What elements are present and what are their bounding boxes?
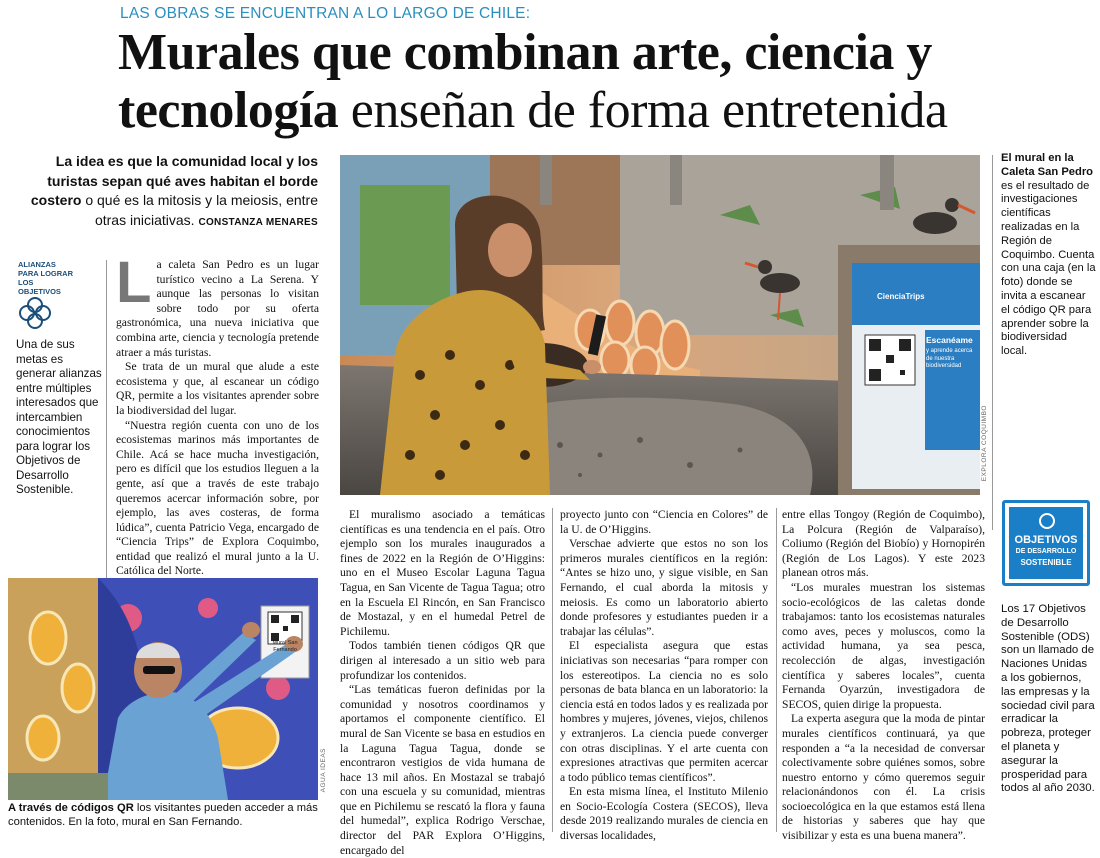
body-paragraph: La experta asegura que la moda de pintar murales científicos continuará, ya que responden a “a la necesidad de conversar colectivamente sobre quiénes somos, sobre nuestro entorno y cómo queremos seguir relacionándonos con él. La crisis socioecológica en la que estamos está llena de historias y saberes que hay que visibilizar y esta es una buena manera”. — [782, 712, 985, 843]
sign-title: Escanéame — [926, 335, 973, 345]
body-column-2 — [340, 508, 545, 858]
right-caption — [1001, 152, 1096, 359]
small-photo-credit: AGUA IDEAS — [320, 748, 327, 793]
kicker: LAS OBRAS SE ENCUENTRAN A LO LARGO DE CHILE: — [120, 5, 531, 22]
body-paragraph: “Las temáticas fueron definidas por la comunidad y nosotros coordinamos y aportamos el componente científico. El mural de San Vicente se basa en estudios en la Laguna Tagua Tagua, donde se encontraron vestigios de vida humana de hace 13 mil años. En Mostazal se trabajó con una escuela y su comunidad, mientras que en Pichilemu se rescató la flora y fauna del humedal”, explica Rodrigo Verschae, director del PAR Explora O’Higgins, encargado del — [340, 683, 545, 857]
small-caption-rest: los visitantes pueden acceder a más contenidos. En la foto, mural en San Fernando. — [8, 802, 318, 828]
ods-logo — [1002, 500, 1090, 586]
ods-line-1: OBJETIVOS — [1014, 534, 1078, 546]
right-caption-rest: es el resultado de investigaciones científicas realizadas en la Región de Coquimbo. Cuenta con una caja (en la foto) donde se invita a escanear el código QR para aprender sobre la biodiversidad local. — [1001, 179, 1096, 358]
headline-line-1: Murales que combinan arte, ciencia y — [118, 24, 932, 81]
body-paragraph: El muralismo asociado a temáticas científicas es una tendencia en el país. Otro ejemplo son los murales inaugurados a fines de 2022 en la Región de O’Higgins: uno en el Museo Escolar Laguna Tagua Tagua, en San Vicente de Tagua Tagua; otro en la Escuela El Rincón, en San Francisco de Mostazal, y en el humedal Petrel de Pichilemu. — [340, 508, 545, 638]
body-paragraph: En esta misma línea, el Instituto Milenio en Socio-Ecología Costera (SECOS), lleva desde 2019 realizando murales de ciencia en diversas localidades, — [560, 785, 768, 843]
sidebar-text: Una de sus metas es generar alianzas entre múltiples interesados que intercambien conocimientos para lograr los Objetivos de Desarrollo Sostenible. — [16, 338, 102, 496]
body-paragraph: “Nuestra región cuenta con uno de los ecosistemas marinos más importantes de Chile. Acá se hace mucha investigación, pero es difícil que los estudios lleguen a la gente, así que a través de este trabajo queremos acercar información sobre, por ejemplo, las aves costeras, de forma lúdica”, cuenta Patricio Vega, encargado de “Ciencia Trips” de Explora Coquimbo, entidad que realizó el mural junto a la U. Católica del Norte. — [116, 418, 319, 578]
ods-text: Los 17 Objetivos de Desarrollo Sostenible (ODS) son un llamado de Naciones Unidas a los gobiernos, las empresas y la sociedad civil para erradicar la pobreza, proteger el planeta y asegurar la prosperidad para todos al año 2030. — [1001, 603, 1095, 795]
byline: CONSTANZA MENARES — [198, 216, 318, 228]
small-photo-caption — [8, 801, 318, 829]
sign-subtitle: y aprende acerca de nuestra biodiversidad — [926, 348, 973, 369]
body-paragraph: entre ellas Tongoy (Región de Coquimbo), La Polcura (Región de Valparaíso), Coliumo (Región del Biobío) y Hornopirén (Región de Los Lagos). Y este 2023 planean otros más. — [782, 508, 985, 580]
body-column-1 — [116, 250, 319, 579]
lead-paragraph — [14, 152, 318, 232]
body-paragraph: El especialista asegura que estas iniciativas son necesarias “para romper con los estereotipos. La ciencia no es solo personas de bata blanca en un laboratorio: la ciencia está en todos lados y es realizada por hombres y mujeres, jóvenes, viejos, chilenos y extranjeros. La ciencia puede converger con otras disciplinas. Y el arte cuenta con expresiones atractivas que permiten acercar a todo público temas científicos”. — [560, 639, 768, 784]
body-paragraph: proyecto junto con “Ciencia en Colores” de la U. de O’Higgins. — [560, 508, 768, 536]
body-paragraph: Todos también tienen códigos QR que dirigen al interesado a un sitio web para profundizar los contenidos. — [340, 639, 545, 682]
ods-line-3: SOSTENIBLE — [1020, 558, 1072, 567]
body-paragraph: Verschae advierte que estos no son los primeros murales científicos en la región: “Antes se hizo uno, y sigue visible, en San Fernando, el cual aborda la mitosis y meiosis. Es como un laboratorio abierto donde profesores y estudiantes pueden ir a trabajar las células”. — [560, 537, 768, 638]
sign-brand: CienciaTrips — [877, 292, 925, 301]
headline-line-2 — [118, 84, 948, 138]
headline-bold: tecnología — [118, 82, 339, 139]
sidebar-tag: ALIANZAS PARA LOGRAR LOS OBJETIVOS — [18, 260, 73, 296]
body-column-3 — [560, 508, 768, 844]
body-column-4 — [782, 508, 985, 844]
ods-line-2: DE DESARROLLO — [1015, 548, 1077, 555]
small-photo — [8, 578, 318, 800]
drop-cap: L — [116, 250, 152, 315]
small-caption-bold: A través de códigos QR — [8, 802, 134, 814]
body-paragraph: “Los murales muestran los sistemas socio-ecológicos de las caletas donde trabajamos: tanto los ecosistemas naturales como aves, peces y moluscos, como la actividad humana, ya sea pesca, recolección de algas, investigación científica y saberes locales”, cuenta Fernanda Oyarzún, investigadora de SECOS, quien dirige la propuesta. — [782, 580, 985, 711]
body-paragraph: Se trata de un mural que alude a este ecosistema y que, al escanear un código QR, permite a los visitantes aprender sobre la biodiversidad del lugar. — [116, 360, 319, 417]
lead-bold: La idea es que la comunidad local y los turistas sepan qué aves habitan el borde costero — [30, 153, 318, 208]
partnership-goal-icon — [16, 294, 54, 337]
small-photo-sign: Mural San Fernando — [272, 640, 298, 653]
un-globe-icon — [1039, 513, 1055, 529]
right-caption-bold: El mural en la Caleta San Pedro — [1001, 152, 1094, 178]
body-paragraph: a caleta San Pedro es un lugar turístico vecino a La Serena. Y aunque las personas lo visitan sobre todo por su oferta gastronómica, una nueva iniciativa que combina arte, ciencia y tecnología pretende atraer a más turistas. — [116, 258, 319, 359]
main-photo-credit: EXPLORA COQUIMBO — [981, 405, 988, 482]
lead-rest: o qué es la mitosis y la meiosis, entre otras iniciativas. — [81, 192, 318, 228]
headline-rest: enseñan de forma entretenida — [338, 82, 948, 139]
main-photo — [340, 155, 980, 495]
